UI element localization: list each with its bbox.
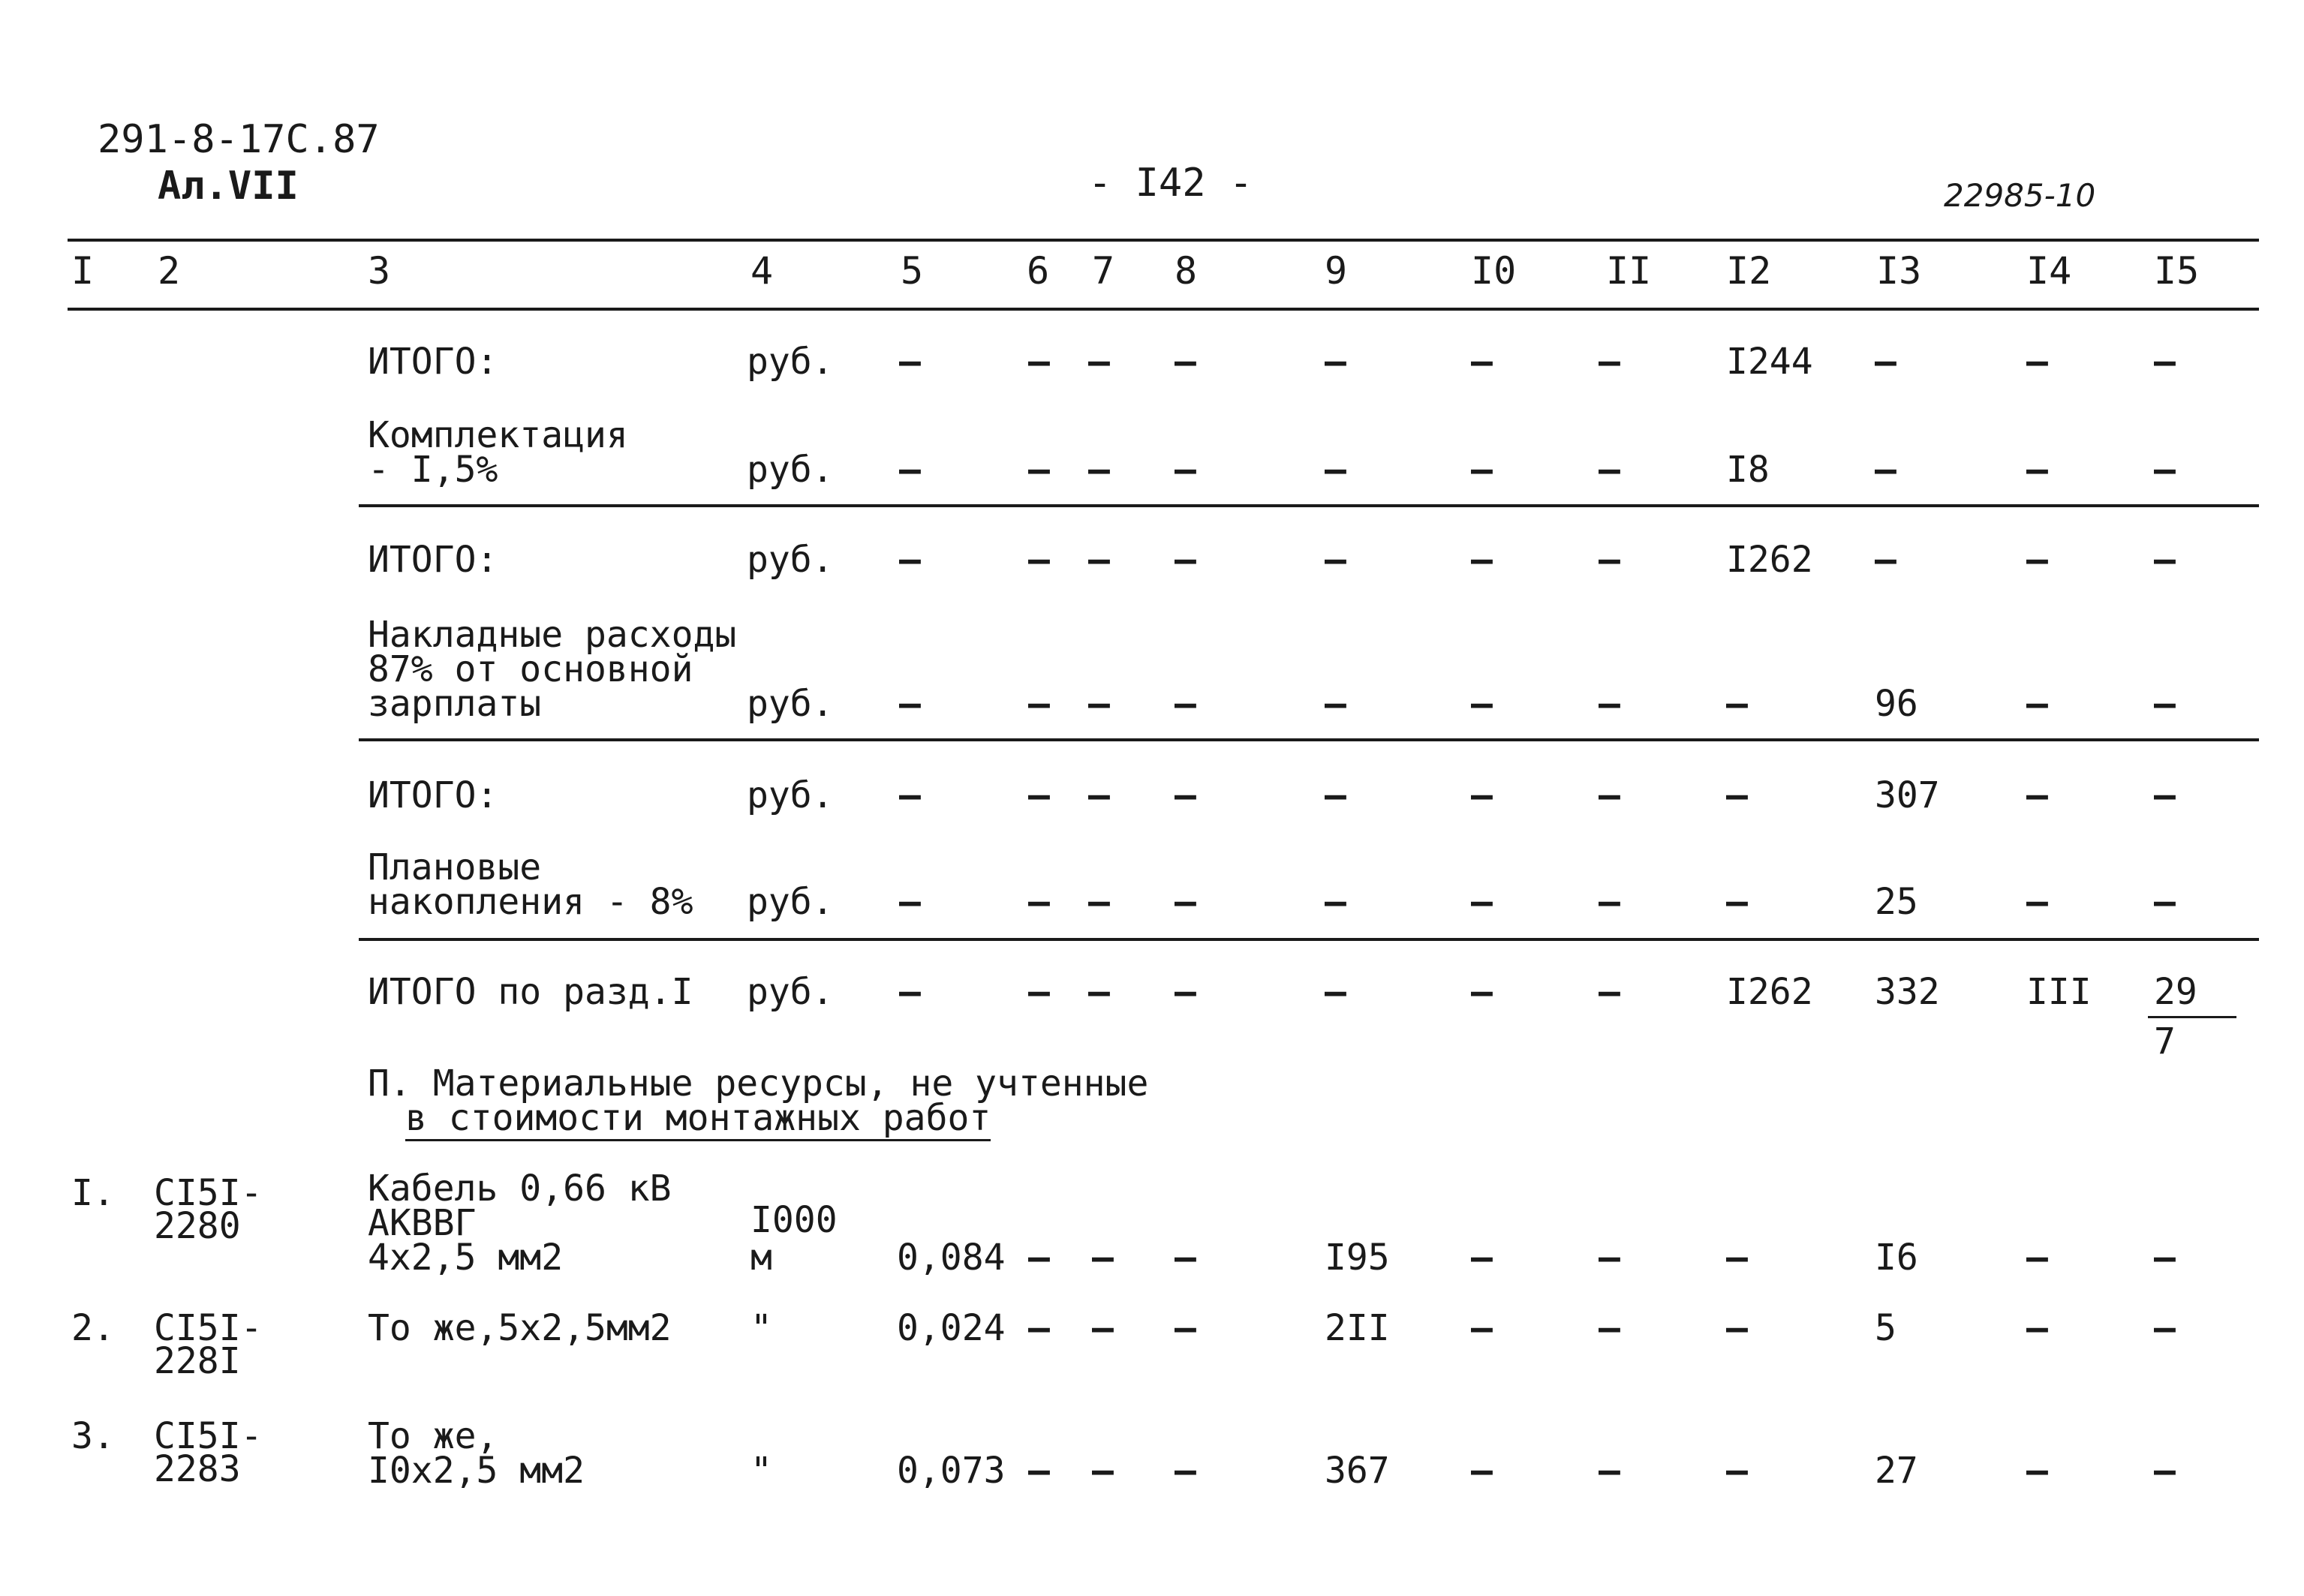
item-unit: ": [750, 1450, 772, 1492]
cell-col12: I244: [1726, 341, 1813, 383]
dash-cell: –: [1175, 449, 1196, 491]
column-header: 3: [368, 249, 391, 293]
item-unit: ": [750, 1307, 772, 1349]
dash-cell: –: [1088, 774, 1110, 816]
dash-cell: –: [1088, 449, 1110, 491]
column-header: I0: [1471, 249, 1517, 293]
row-unit: руб.: [747, 341, 834, 383]
item-name-line: Кабель 0,66 кВ: [368, 1168, 672, 1210]
cell-col12: I262: [1726, 971, 1813, 1013]
column-header: I4: [2026, 249, 2072, 293]
dash-cell: –: [2154, 1237, 2176, 1279]
album-label: Ал.VII: [158, 164, 299, 209]
dash-cell: –: [1028, 881, 1050, 923]
fraction-numerator: 29: [2154, 971, 2197, 1013]
item-name-line: То же,: [368, 1415, 498, 1457]
item-code-line: 2280: [154, 1205, 241, 1247]
item-col13: 27: [1875, 1450, 1918, 1492]
dash-cell: –: [1175, 774, 1196, 816]
dash-cell: –: [1726, 1237, 1748, 1279]
cell-col13: 25: [1875, 881, 1918, 923]
dash-cell: –: [2026, 774, 2048, 816]
dash-cell: –: [1471, 341, 1493, 383]
dash-cell: –: [1175, 1450, 1196, 1492]
dash-cell: –: [1726, 1307, 1748, 1349]
dash-cell: –: [1599, 1237, 1620, 1279]
dash-cell: –: [1325, 683, 1346, 725]
row-label-line: - I,5%: [368, 449, 498, 491]
dash-cell: –: [1471, 971, 1493, 1013]
dash-cell: –: [1599, 1307, 1620, 1349]
dash-cell: –: [2154, 341, 2176, 383]
dash-cell: –: [1471, 881, 1493, 923]
dash-cell: –: [1092, 1450, 1114, 1492]
dash-cell: –: [2026, 683, 2048, 725]
dash-cell: –: [1325, 971, 1346, 1013]
dash-cell: –: [1726, 1450, 1748, 1492]
stamp-number: 22985-10: [1944, 177, 2096, 214]
dash-cell: –: [1325, 774, 1346, 816]
dash-cell: –: [899, 449, 921, 491]
column-header: 5: [901, 249, 924, 293]
header-bottom-rule: [68, 308, 2259, 311]
dash-cell: –: [1471, 449, 1493, 491]
row-divider: [359, 738, 2259, 741]
dash-cell: –: [1028, 774, 1050, 816]
item-col9: I95: [1325, 1237, 1390, 1279]
dash-cell: –: [1599, 539, 1620, 581]
cell-col14: III: [2026, 971, 2092, 1013]
dash-cell: –: [1028, 1450, 1050, 1492]
cell-col12: –: [1726, 683, 1748, 725]
dash-cell: –: [1092, 1237, 1114, 1279]
dash-cell: –: [2154, 449, 2176, 491]
item-name-line: I0х2,5 мм2: [368, 1450, 585, 1492]
cell-col12: –: [1726, 881, 1748, 923]
dash-cell: –: [2154, 539, 2176, 581]
row-label-line: накопления - 8%: [368, 881, 693, 923]
dash-cell: –: [2154, 1450, 2176, 1492]
dash-cell: –: [1599, 1450, 1620, 1492]
dash-cell: –: [1088, 971, 1110, 1013]
item-col5: 0,024: [897, 1307, 1006, 1349]
dash-cell: –: [1175, 881, 1196, 923]
row-unit: руб.: [747, 971, 834, 1013]
item-number: 2.: [71, 1307, 115, 1349]
row-label-line: Плановые: [368, 846, 542, 888]
dash-cell: –: [1471, 1237, 1493, 1279]
column-header: I2: [1726, 249, 1772, 293]
dash-cell: –: [1088, 341, 1110, 383]
fraction-bar: [2148, 1016, 2236, 1018]
item-name-line: То же,5х2,5мм2: [368, 1307, 672, 1349]
dash-cell: –: [1088, 539, 1110, 581]
dash-cell: –: [1028, 539, 1050, 581]
dash-cell: –: [2026, 1237, 2048, 1279]
dash-cell: –: [899, 683, 921, 725]
row-label: ИТОГО:: [368, 774, 498, 816]
cell-col13: –: [1875, 449, 1896, 491]
column-header: 6: [1027, 249, 1050, 293]
cell-col12: –: [1726, 774, 1748, 816]
cell-col13: 307: [1875, 774, 1940, 816]
column-header: II: [1606, 249, 1652, 293]
cell-col12: I8: [1726, 449, 1770, 491]
dash-cell: –: [1088, 881, 1110, 923]
row-divider: [359, 938, 2259, 941]
dash-cell: –: [899, 971, 921, 1013]
item-code-line: 228I: [154, 1340, 241, 1382]
item-name-line: 4х2,5 мм2: [368, 1237, 564, 1279]
dash-cell: –: [2026, 1307, 2048, 1349]
dash-cell: –: [1088, 683, 1110, 725]
row-unit: руб.: [747, 539, 834, 581]
dash-cell: –: [1175, 1307, 1196, 1349]
dash-cell: –: [1175, 683, 1196, 725]
cell-col13: 332: [1875, 971, 1940, 1013]
dash-cell: –: [2154, 881, 2176, 923]
row-unit: руб.: [747, 881, 834, 923]
dash-cell: –: [1028, 1307, 1050, 1349]
row-unit: руб.: [747, 774, 834, 816]
row-label-line: зарплаты: [368, 683, 542, 725]
row-label-line: Комплектация: [368, 414, 628, 456]
row-label: ИТОГО:: [368, 341, 498, 383]
dash-cell: –: [1599, 881, 1620, 923]
item-col13: 5: [1875, 1307, 1896, 1349]
item-code-line: СI5I-: [154, 1307, 263, 1349]
item-col9: 367: [1325, 1450, 1390, 1492]
row-unit: руб.: [747, 683, 834, 725]
dash-cell: –: [1028, 1237, 1050, 1279]
dash-cell: –: [1175, 971, 1196, 1013]
item-number: 3.: [71, 1415, 115, 1457]
dash-cell: –: [1471, 683, 1493, 725]
item-col13: I6: [1875, 1237, 1918, 1279]
dash-cell: –: [2154, 683, 2176, 725]
dash-cell: –: [1028, 341, 1050, 383]
dash-cell: –: [1325, 539, 1346, 581]
dash-cell: –: [2026, 881, 2048, 923]
item-number: I.: [71, 1172, 115, 1214]
dash-cell: –: [1471, 1307, 1493, 1349]
row-unit: руб.: [747, 449, 834, 491]
column-header: 9: [1325, 249, 1348, 293]
header-top-rule: [68, 239, 2259, 242]
dash-cell: –: [899, 341, 921, 383]
cell-col13: –: [1875, 341, 1896, 383]
item-col5: 0,073: [897, 1450, 1006, 1492]
dash-cell: –: [899, 539, 921, 581]
dash-cell: –: [1175, 1237, 1196, 1279]
cell-col12: I262: [1726, 539, 1813, 581]
dash-cell: –: [2154, 1307, 2176, 1349]
cell-col13: –: [1875, 539, 1896, 581]
item-code-line: 2283: [154, 1448, 241, 1490]
dash-cell: –: [1325, 341, 1346, 383]
dash-cell: –: [1599, 971, 1620, 1013]
column-header: 8: [1175, 249, 1198, 293]
dash-cell: –: [2026, 1450, 2048, 1492]
dash-cell: –: [2026, 341, 2048, 383]
dash-cell: –: [2026, 449, 2048, 491]
column-header: I: [71, 249, 95, 293]
dash-cell: –: [899, 881, 921, 923]
row-label: ИТОГО:: [368, 539, 498, 581]
item-unit: м: [750, 1237, 772, 1279]
dash-cell: –: [1028, 971, 1050, 1013]
dash-cell: –: [1028, 683, 1050, 725]
column-header: I5: [2154, 249, 2200, 293]
item-code-line: СI5I-: [154, 1415, 263, 1457]
page-number: - I42 -: [1088, 161, 1253, 206]
dash-cell: –: [1092, 1307, 1114, 1349]
dash-cell: –: [2154, 774, 2176, 816]
dash-cell: –: [2026, 539, 2048, 581]
section-title-line: П. Материальные ресурсы, не учтенные: [368, 1062, 1149, 1105]
dash-cell: –: [1599, 341, 1620, 383]
section-title-line: в стоимости монтажных работ: [405, 1100, 991, 1141]
dash-cell: –: [1599, 774, 1620, 816]
column-header: 4: [750, 249, 774, 293]
cell-col13: 96: [1875, 683, 1918, 725]
column-header: I3: [1876, 249, 1922, 293]
row-label-line: 87% от основной: [368, 648, 693, 690]
dash-cell: –: [1471, 539, 1493, 581]
column-header: 7: [1092, 249, 1115, 293]
row-divider: [359, 504, 2259, 507]
dash-cell: –: [1325, 881, 1346, 923]
item-name-line: АКВВГ: [368, 1202, 477, 1244]
item-quantity-base: I000: [750, 1199, 838, 1241]
document-code: 291-8-17С.87: [98, 117, 380, 162]
dash-cell: –: [1599, 683, 1620, 725]
column-header: 2: [158, 249, 181, 293]
dash-cell: –: [1175, 539, 1196, 581]
item-col9: 2II: [1325, 1307, 1390, 1349]
row-label-line: Накладные расходы: [368, 614, 737, 656]
dash-cell: –: [1175, 341, 1196, 383]
dash-cell: –: [1028, 449, 1050, 491]
dash-cell: –: [1599, 449, 1620, 491]
fraction-denominator: 7: [2154, 1020, 2176, 1062]
dash-cell: –: [1471, 1450, 1493, 1492]
dash-cell: –: [899, 774, 921, 816]
item-code-line: СI5I-: [154, 1172, 263, 1214]
item-col5: 0,084: [897, 1237, 1006, 1279]
dash-cell: –: [1471, 774, 1493, 816]
dash-cell: –: [1325, 449, 1346, 491]
row-label: ИТОГО по разд.I: [368, 971, 693, 1013]
